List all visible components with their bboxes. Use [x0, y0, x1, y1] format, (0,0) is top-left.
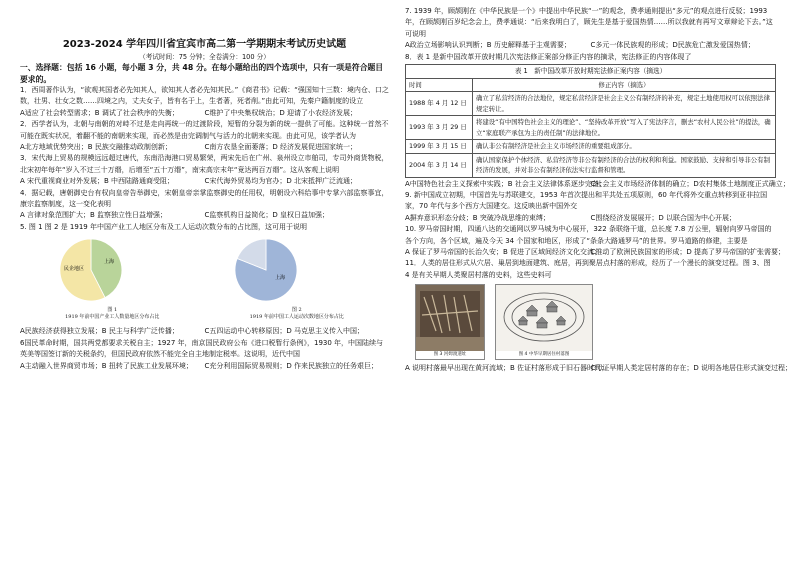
table-caption: 表 1 新中国改革开放时期宪法修正案内容（摘选）: [406, 65, 776, 79]
question-11-stem: 11．人类的居住形式从穴居、巢居到地面建筑、庭居，再到聚居点村落的形成，经历了一个漫长的演变过程。图 3、图 4 是有关早期人类聚居村落的史料，这些史料可: [405, 259, 771, 279]
pie-chart-1: [58, 237, 154, 303]
table-row: [406, 140, 776, 154]
question-3-stem: 3．宋代海上贸易的规模远远超过唐代，东南沿海港口贸易繁荣，两宋先后在广州、泉州设立市舶司，专司外商货物税，北宋初年每年“岁入不过三十万缗，后增至“五十万缗”，南宋高宗末年“竟达两百万缗”。这从客观上说明: [20, 154, 389, 174]
question-7-options: [405, 40, 776, 51]
exam-subtitle: （考试时间：75 分钟；全卷满分：100 分）: [139, 53, 270, 61]
option-row: A 保证了罗马帝国的长治久安；B 促进了区域间经济文化交流；: [405, 247, 602, 256]
table-row: [406, 116, 776, 140]
question-10-options: [405, 247, 786, 258]
table-cell-content: 确认国家保护个体经济、私营经济等非公有制经济的合法的权利和利益。国家鼓励、支持和引导非公有制经济的发展，并对非公有制经济依法实行监督和管理。: [473, 153, 776, 177]
exam-title: 2023-2024 学年四川省宜宾市高二第一学期期末考试历史试题: [62, 39, 347, 50]
photo-caption: 图 3 河姆渡遗址: [416, 352, 484, 358]
option-row: C印证早期人类定居村落的存在；D 说明各地居住形式演变过程；: [590, 364, 793, 373]
table-cell-date: 1993 年 3 月 29 日: [406, 116, 473, 140]
option-row: C围绕经济发展展开；D 以联合国为中心开展；: [590, 213, 737, 222]
option-row: A中国特色社会主义探索中实践；B 社会主义法律体系逐步完备；: [405, 179, 606, 188]
question-5-options: [20, 326, 389, 337]
question-4-stem: 4．据记载，唐朝御史台有权向皇帝告举御史，宋朝皇帝亲掌监察御史的任用权，明朝设六科给事中专掌六部监察事宜，康宗监察制度，这一变化表明: [20, 188, 389, 209]
option-row: C宋代海外贸易均为官办；D 北宋抵押广泛流通；: [204, 177, 358, 186]
figure-2-label: 图 2: [291, 307, 302, 314]
question-1-stem: 1．西周著作认为，“欲观其国者必先知其人，欲知其人者必先知其民。”《商君书》记载：“强国知十三数：境内仓、口之数，壮男、壮女之数……四境之内，丈夫女子，皆有名于上，生者著，死者削。”由此可知，先秦户籍制度的设立: [20, 86, 389, 106]
village-sketch-image: [496, 285, 592, 351]
table-header-cell: 时间: [406, 78, 473, 92]
table-cell-date: 2004 年 3 月 14 日: [406, 153, 473, 177]
question-2-stem: 2．西学者认为，北朝与南朝的对峙不过是走向再统一的过渡阶段，短暂的分裂为新的统一提供了可能。这种统一首然不可能在既实状况，着翻不能的南朝来实现，而必然是由完调制气与活力的北朝来实现。由此可见，该学者认为: [20, 120, 389, 140]
option-row: A 宋代重视商业对外发展；B 中西陆路通商受阻；: [20, 177, 175, 186]
option-row: A 说明村落最早出现在黄河流域；B 佐证村落形成于旧石器时代；: [405, 364, 609, 373]
question-8-stem: 8．表 1 是新中国改革开放时期几次宪法修正案部分修正内容的摘录，宪法修正的内容体现了: [405, 52, 692, 61]
option-row: C监察机构日益简化；D 皇权日益加强；: [204, 211, 330, 220]
photo-village-drawing: [495, 284, 593, 360]
question-9-options: [405, 213, 776, 224]
question-5-stem: 5. 图 1 图 2 是 1919 年中国产业工人地区分布及工人运动次数分布的占比图，这可用于说明: [20, 222, 307, 231]
table-header-cell: 修正内容（摘选）: [473, 78, 776, 92]
figures-row: [20, 235, 389, 325]
photo-caption: 图 4 中华早期居住村落图: [496, 352, 592, 358]
pie-label: 民企地区: [64, 266, 85, 273]
question-2-options: [20, 142, 389, 153]
question-11-options: [405, 363, 793, 374]
option-row: C五四运动中心转移原因；D 马克思主义传入中国；: [204, 327, 365, 336]
table-row: [406, 153, 776, 177]
question-1-options: [20, 108, 389, 119]
pie-chart-2: [233, 237, 329, 303]
pie-label: 上海: [274, 275, 285, 282]
question-10-stem: 10. 罗马帝国时期，四通八达的交通网以罗马城为中心展开，322 条联络干道，总长度 7.8 万公里，辐射向罗马帝国的各个方向，各个区域，遍及今天 34 个国家和地区，形成了“条条大路通罗马”的世界。罗马道路的修建，主要是: [405, 225, 772, 245]
question-9-stem: 9. 新中国成立初期，中国首先与苏联建交，1953 年首次提出和平共处五项原则，60 年代将外交重点转移到亚非拉国家，70 年代与多个西方大国建交。这反映出新中国外交: [405, 190, 768, 211]
photo-row: [415, 284, 776, 360]
excavation-photo-image: [416, 285, 484, 351]
question-4-options: [20, 210, 389, 221]
figure-1: [20, 235, 205, 325]
option-row: A适应了社会转型需求；B 调试了社会秩序的失衡；: [20, 108, 179, 117]
right-column: [397, 0, 794, 562]
figure-2: [205, 235, 390, 325]
table-cell-content: 将建设“有中国特色社会主义的理论”、“坚持改革开放”写入了宪法序言，删去“农村人民公社”的提法，确立“家庭联产承包为主的责任制”的法律地位。: [473, 116, 776, 140]
figure-1-caption: 1919 年前中国产业工人数量地区分布占比: [65, 314, 160, 321]
figure-1-label: 图 1: [107, 307, 118, 314]
section-heading: 一、选择题：包括 16 小题，每小题 3 分，共 48 分。在每小题给出的四个选项中，只有一项是符合题目要求的。: [20, 63, 384, 84]
table-cell-content: 确立了私营经济的合法地位，规定私营经济是社会主义公有制经济的补充，规定土地使用权可以依照法律规定转让。: [473, 92, 776, 116]
pie-label: 上海: [104, 259, 115, 266]
table-cell-date: 1988 年 4 月 12 日: [406, 92, 473, 116]
photo-hemudu-site: [415, 284, 485, 360]
figure-2-caption: 1919 年前中国工人运动次数地区分布占比: [249, 314, 344, 321]
question-8-options: [405, 179, 790, 190]
question-6-options: [20, 361, 389, 372]
option-row: C南方农垦全面萎落；D 经济发展促进国家统一；: [204, 143, 358, 152]
table-header-row: [406, 78, 776, 92]
option-row: C充分利用国际贸易规则；D 作来民族独立的任务艰巨；: [204, 361, 379, 370]
amendment-table: [405, 64, 776, 178]
option-row: C社会主义市场经济体制的确立；D农村集体土地制度正式确立；: [590, 179, 790, 188]
question-6-stem: 6国民革命时期，国共两党都要求关税自主；1927 年，南京国民政府公布《进口税暂行条例》，1930 年，中国陆续与英美等国签订新的关税条约，但国民政府依然不能完全自主地制定税率。这说明，近代中国: [20, 338, 384, 359]
table-cell-content: 确认非公有制经济是社会主义市场经济的重要组成部分。: [473, 140, 776, 154]
option-row: A 言律对象范围扩大；B 监察独立性日益增强；: [20, 211, 168, 220]
option-row: A民族经济获得独立发展；B 民主与科学广泛传播；: [20, 327, 179, 336]
option-row: C多元一体民族观的形成；D民族危亡激发爱国热情；: [590, 41, 755, 50]
option-row: C维护了中央集权统治；D 迎请了小农经济发展；: [204, 108, 358, 117]
option-row: C推动了欧洲民族国家的形成；D 提高了罗马帝国的扩张需要；: [590, 247, 786, 256]
option-row: A政治立场影响认识判断；B 历史解释基于主观需要；: [405, 41, 571, 50]
table-row: [406, 92, 776, 116]
option-row: A主动融入世界商贸市场；B 扭转了民族工业发展环境；: [20, 361, 193, 370]
option-row: A摒弃意识形态分歧；B 突破冷战思维的束缚；: [405, 213, 550, 222]
option-row: A北方地域优势突出；B 民族交融推动政制创新；: [20, 143, 172, 152]
question-3-options: [20, 176, 389, 187]
table-cell-date: 1999 年 3 月 15 日: [406, 140, 473, 154]
question-7-stem: 7. 1939 年，顾颉刚在《中华民族是一个》中提出中华民族“一”的观念，费孝通则提出“多元”的观点进行反驳；1993 年，在顾颉刚百岁纪念会上，费孝通说：“后来我明白了，顾先生是基于爱国热情……所以我就有再写文章辩论下去。”这可说明: [405, 7, 773, 38]
